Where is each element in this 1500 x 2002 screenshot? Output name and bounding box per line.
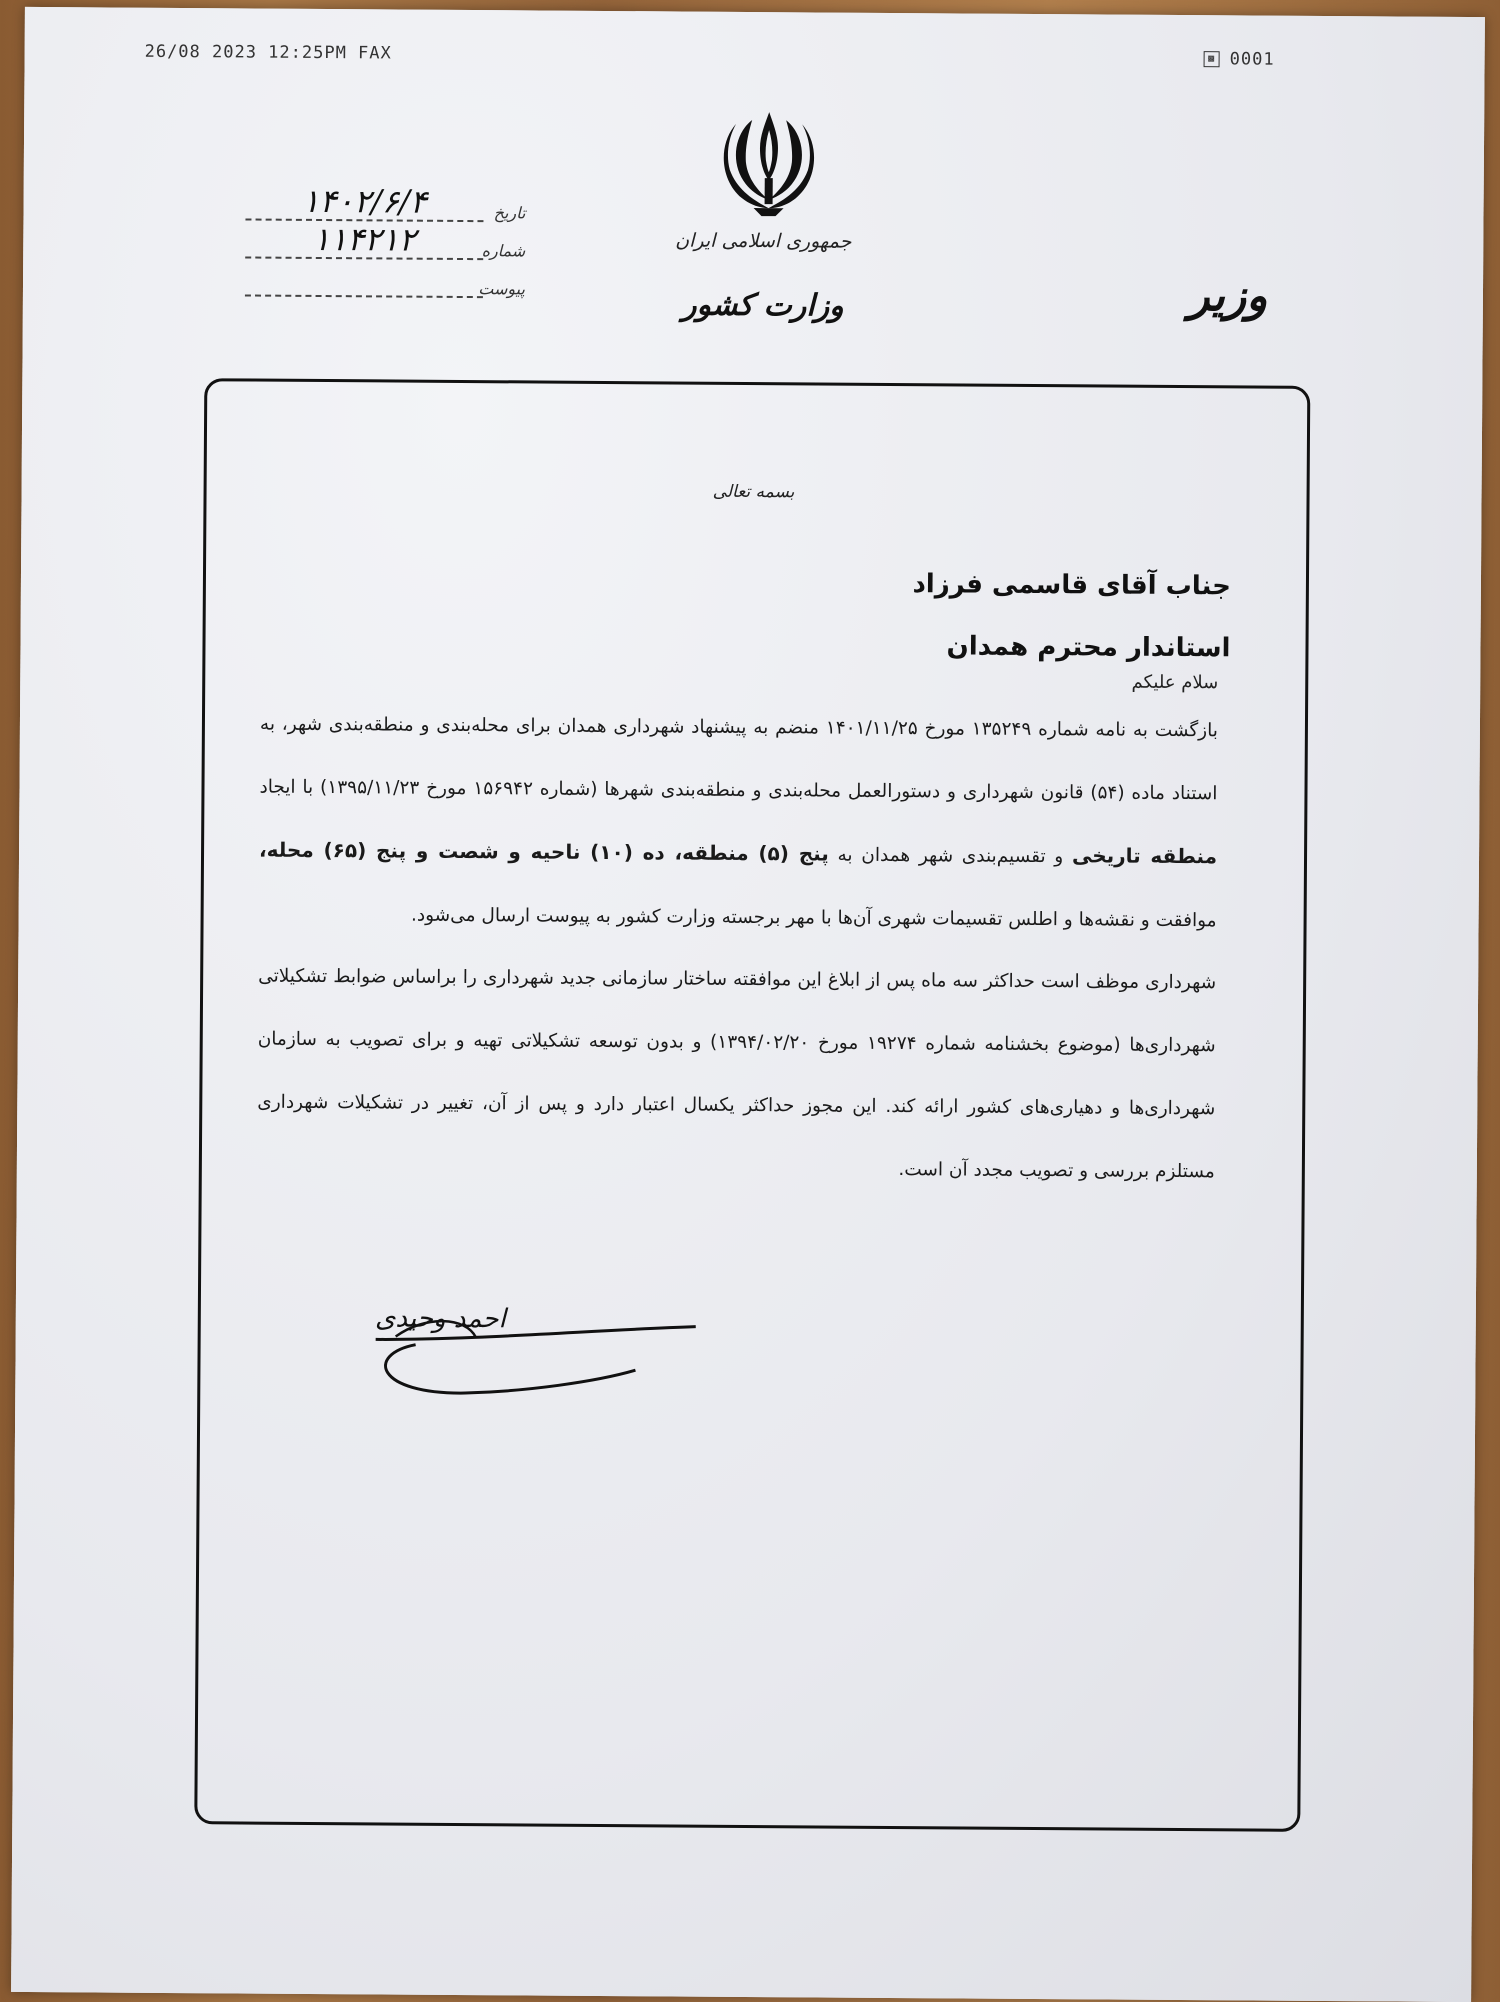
republic-title: جمهوری اسلامی ایران (675, 229, 852, 253)
signature-name: احمد وحیدی (374, 1303, 506, 1335)
fax-timestamp: 26/08 2023 12:25PM FAX (144, 41, 392, 64)
signature (355, 1284, 716, 1417)
meta-date-value: ۱۴۰۲/۶/۴ (245, 182, 483, 222)
meta-attachment-row (245, 258, 525, 298)
minister-title: وزیر (1188, 270, 1268, 322)
fax-sheet (11, 7, 1485, 2002)
paragraph-1-text-e: موافقت و نقشه‌ها و اطلس تقسیمات شهری آن‌ها با مهر برجسته وزارت کشور به پیوست ارسال می‌شود. (410, 904, 1217, 932)
invocation: بسمه تعالی (712, 481, 795, 503)
letter-meta (245, 182, 526, 298)
fax-header (145, 42, 1275, 70)
meta-attachment-value (245, 258, 483, 298)
iran-emblem-icon (713, 104, 824, 225)
meta-date-label: تاریخ (493, 203, 526, 223)
letter-paragraph-2: شهرداری موظف است حداکثر سه ماه پس از ابلاغ این موافقته ساختار سازمانی جدید شهرداری را براساس ضوابط تشکیلاتی شهرداری‌ها (موضوع بخشنامه شماره ۱۹۲۷۴ مورخ ۱۳۹۴/۰۲/۲۰) و بدون توسعه تشکیلاتی تهیه و برای تصویب به سازمان شهرداری‌ها و دهیاری‌های کشور ارائه کند. این مجوز حداکثر یکسال اعتبار دارد و پس از آن، تغییر در تشکیلات شهرداری مستلزم بررسی و تصویب مجدد آن است. (257, 965, 1217, 1183)
paragraph-1-historic-zone: منطقه تاریخی (1071, 843, 1218, 869)
paragraph-1-text-c: و تقسیم‌بندی شهر همدان به (837, 844, 1064, 868)
addressee-name: جناب آقای قاسمی فرزاد (912, 569, 1232, 602)
fax-page-indicator (1204, 49, 1275, 69)
fax-page-number: 0001 (1229, 49, 1275, 70)
meta-attachment-label: پیوست (478, 279, 526, 299)
meta-number-label: شماره (481, 241, 526, 261)
paragraph-1-divisions: پنج (۵) منطقه، ده (۱۰) ناحیه و شصت و پنج (۶۵) محله، (258, 837, 829, 866)
paragraph-1-text-a: بازگشت به نامه شماره ۱۳۵۲۴۹ مورخ ۱۴۰۱/۱۱/۲۵ منضم به پیشنهاد شهرداری همدان برای محله‌بندی و منطقه‌بندی شهر، به استناد ماده (۵۴) قانون شهرداری و دستورالعمل محله‌بندی و منطقه‌بندی شهرها (شماره ۱۵۶۹۴۲ مورخ ۱۳۹۵/۱۱/۲۳) با ایجاد (259, 713, 1219, 805)
addressee-title: استاندار محترم همدان (946, 631, 1231, 664)
meta-date-row (245, 182, 525, 222)
letter-paragraph-1 (258, 693, 1218, 953)
greeting: سلام علیکم (1131, 671, 1219, 694)
fax-page-icon: ▩ (1204, 51, 1220, 67)
ministry-title: وزارت کشور (681, 287, 844, 324)
meta-number-value: ۱۱۴۲۱۲ (245, 220, 483, 260)
addressee (912, 553, 1231, 679)
meta-number-row (245, 220, 525, 260)
